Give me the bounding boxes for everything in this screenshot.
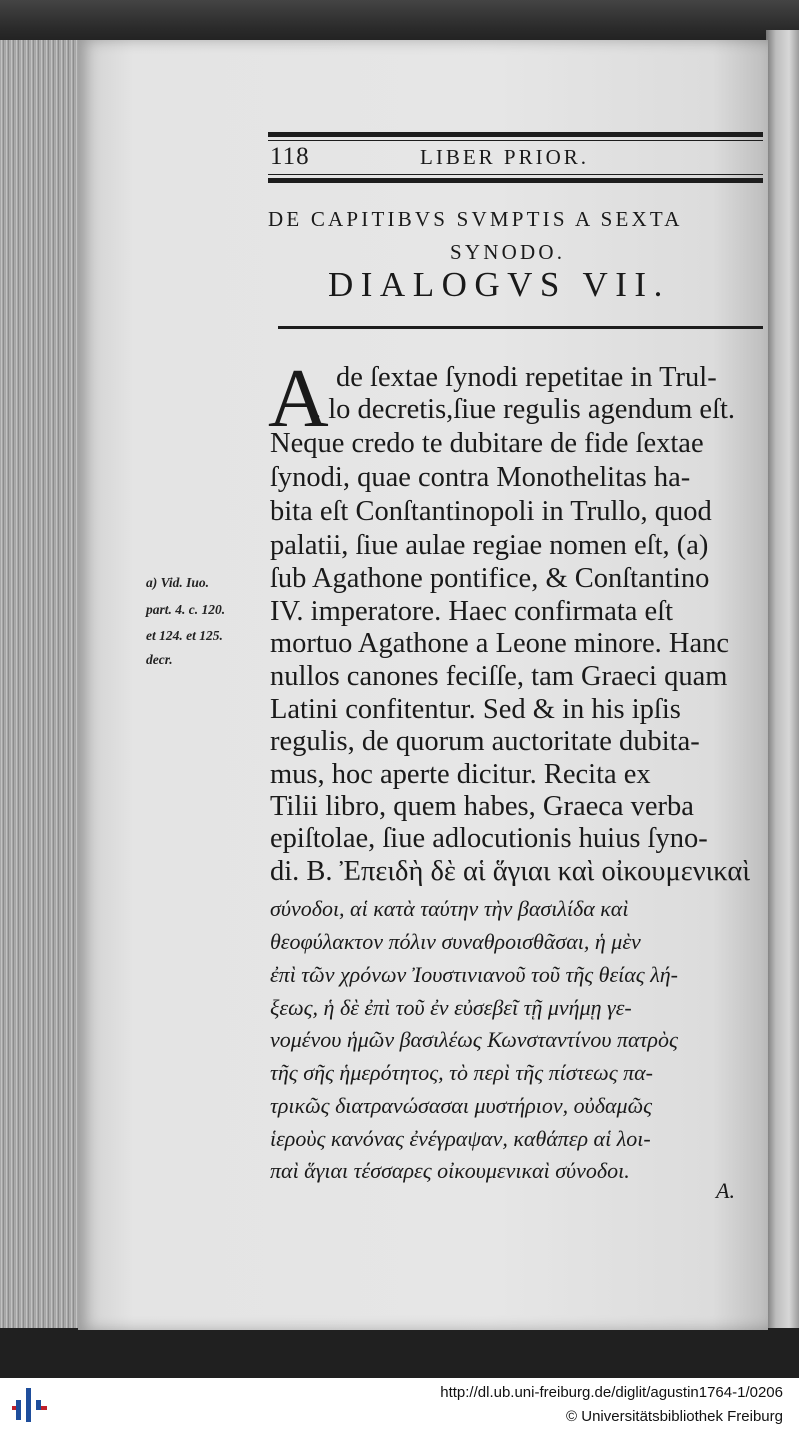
library-logo-icon — [12, 1388, 50, 1424]
section-title-line-2: SYNODO. — [450, 240, 566, 264]
body-line: di. B. Ἐπειδὴ δὲ αἱ ἅγιαι καὶ οἰκουμενικαὶ — [270, 856, 751, 887]
body-line: mus, hoc aperte dicitur. Recita ex — [270, 759, 651, 790]
greek-line: ξεως, ἡ δὲ ἐπὶ τοῦ ἐν εὐσεβεῖ τῇ μνήμῃ γε- — [270, 995, 632, 1020]
page-edges-left — [0, 40, 85, 1330]
header-rule-top-thin — [268, 140, 763, 141]
greek-line: τρικῶς διατρανώσασαι μυστήριον, οὐδαμῶς — [270, 1093, 653, 1118]
page-number: 118 — [270, 143, 310, 170]
scan-bottom-shadow — [0, 1328, 799, 1378]
body-line: nullos canones feciſſe, tam Graeci quam — [270, 661, 728, 692]
body-line: Latini confitentur. Sed & in his ipſis — [270, 694, 681, 725]
page-edges-right — [766, 30, 799, 1330]
header-rule-top — [268, 132, 763, 137]
viewer-footer — [0, 1378, 799, 1434]
section-rule — [278, 326, 763, 329]
header-rule-bottom — [268, 178, 763, 183]
greek-line: σύνοδοι, αἱ κατὰ ταύτην τὴν βασιλίδα καὶ — [270, 896, 629, 921]
body-line: regulis, de quorum auctoritate dubita- — [270, 726, 700, 757]
body-line: mortuo Agathone a Leone minore. Hanc — [270, 628, 730, 659]
body-line: palatii, ſiue aulae regiae nomen eſt, (a) — [270, 530, 709, 561]
header-rule-bottom-thin — [268, 174, 763, 175]
greek-line: τῆς σῆς ἡμερότητος, τὸ περὶ τῆς πίστεως πα- — [270, 1060, 654, 1085]
body-line: Neque credo te dubitare de fide ſextae — [270, 428, 704, 459]
dialog-title: DIALOGVS VII. — [328, 265, 670, 304]
body-line: de ſextae ſynodi repetitae in Trul- — [336, 362, 717, 393]
margin-note-line: a) Vid. Iuo. — [146, 575, 210, 590]
body-line: IV. imperatore. Haec confirmata eſt — [270, 596, 674, 627]
body-line: ſynodi, quae contra Monothelitas ha- — [270, 462, 691, 493]
running-head: LIBER PRIOR. — [420, 145, 590, 169]
margin-note-line: decr. — [146, 652, 173, 667]
catchword: A. — [716, 1178, 735, 1203]
section-title-line-1: DE CAPITIBVS SVMPTIS A SEXTA — [268, 207, 683, 231]
body-line: epiſtolae, ſiue adlocutionis huius ſyno- — [270, 823, 708, 854]
greek-line: θεοφύλακτον πόλιν συναθροισθᾶσαι, ἡ μὲν — [270, 929, 641, 954]
copyright-notice: © Universitätsbibliothek Freiburg — [566, 1408, 783, 1425]
body-line: Tilii libro, quem habes, Graeca verba — [270, 791, 694, 822]
greek-line: ἱεροὺς κανόνας ἐνέγραψαν, καθάπερ αἱ λοι- — [270, 1126, 651, 1151]
body-line: . lo decretis,ſiue regulis agendum eſt. — [314, 394, 736, 425]
margin-note-line: et 124. et 125. — [146, 628, 223, 643]
body-line: ſub Agathone pontifice, & Conſtantino — [270, 563, 710, 594]
body-line: bita eſt Conſtantinopoli in Trullo, quod — [270, 496, 712, 527]
permalink-link[interactable]: http://dl.ub.uni-freiburg.de/diglit/agustin1764-1/0206 — [440, 1384, 783, 1401]
greek-line: νομένου ἡμῶν βασιλέως Κωνσταντίνου πατρὸς — [270, 1027, 678, 1052]
drop-cap: A — [268, 352, 329, 445]
greek-line: ἐπὶ τῶν χρόνων Ἰουστινιανοῦ τοῦ τῆς θείας λή- — [270, 962, 678, 987]
margin-note-line: part. 4. c. 120. — [146, 602, 226, 617]
greek-line: παὶ ἅγιαι τέσσαρες οἰκουμενικαὶ σύνοδοι. — [270, 1158, 630, 1183]
